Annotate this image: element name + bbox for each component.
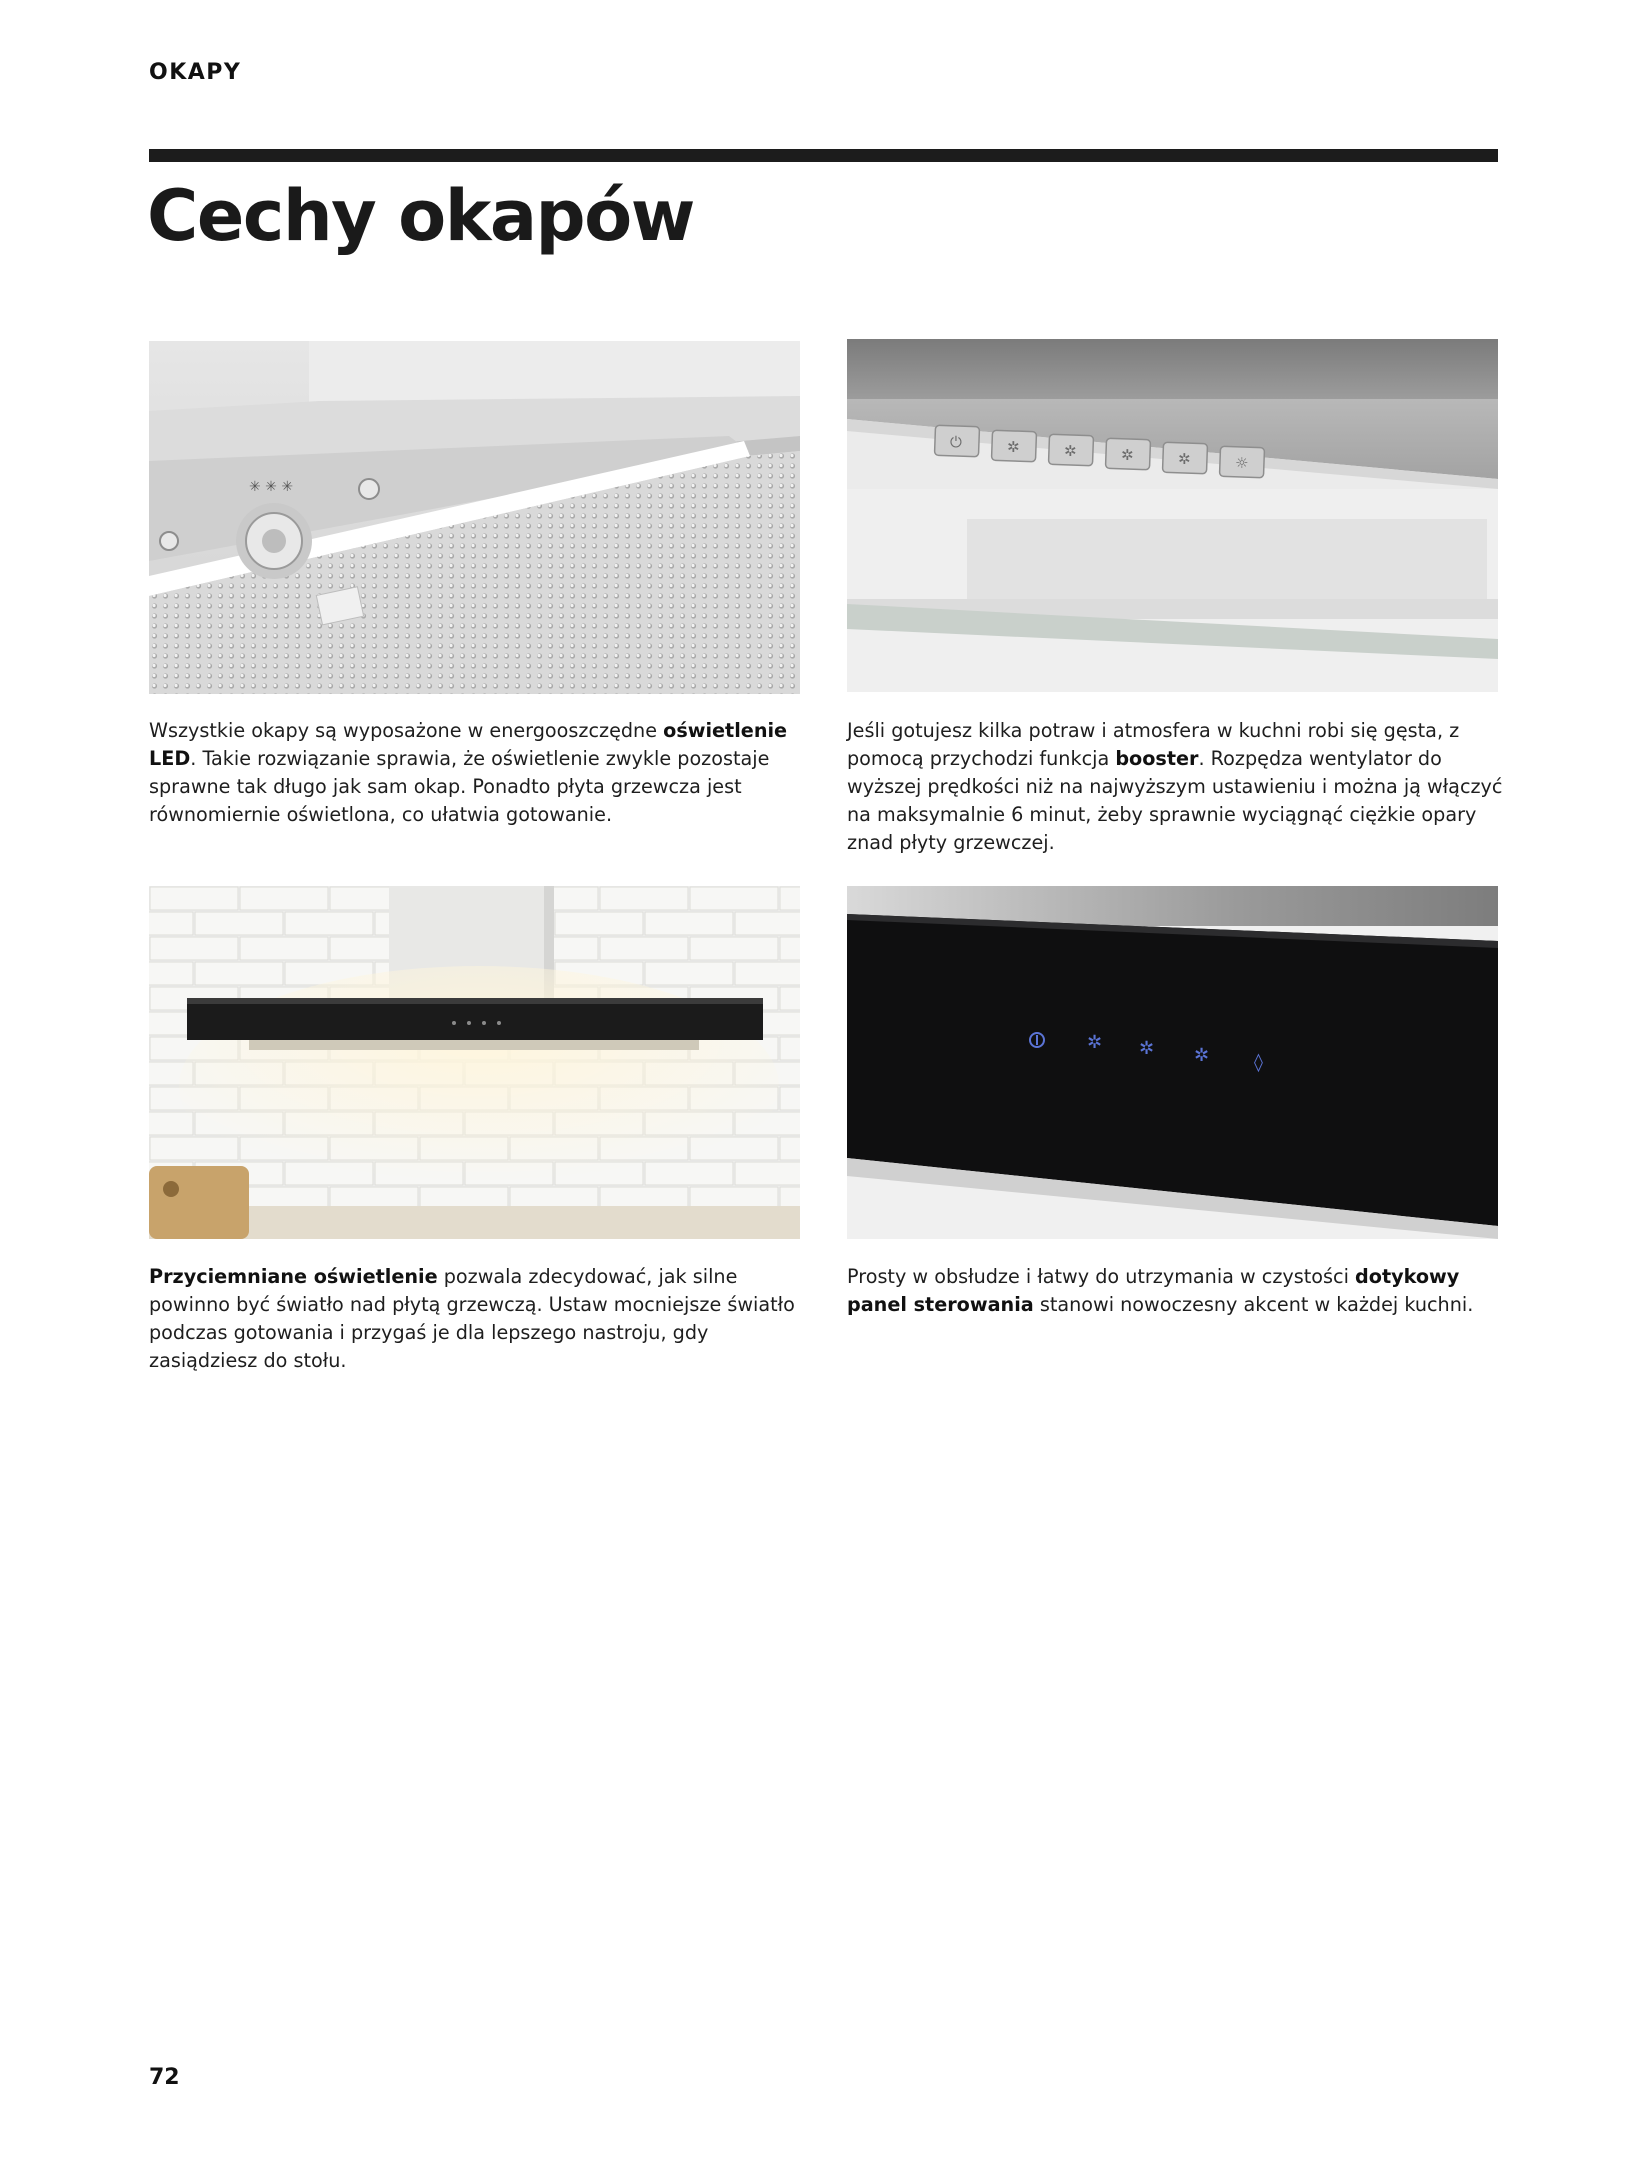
highlight-dimmable: Przyciemniane oświetlenie xyxy=(149,1265,438,1288)
title-rule xyxy=(149,149,1498,162)
page-number: 72 xyxy=(149,2065,180,2090)
page-title: Cechy okapów xyxy=(147,175,694,257)
booster-panel-photo xyxy=(847,339,1498,692)
svg-text:✲: ✲ xyxy=(1064,442,1077,460)
svg-text:◊: ◊ xyxy=(1254,1052,1263,1073)
highlight-touch-panel: dotykowy panel sterowania xyxy=(847,1265,1460,1316)
dimmable-lighting-photo xyxy=(149,886,800,1239)
svg-text:☼: ☼ xyxy=(1235,454,1249,472)
touch-panel-photo xyxy=(847,886,1498,1239)
feature-caption-booster: Jeśli gotujesz kilka potraw i atmosfera w kuchni robi się gęsta, z pomocą przychodzi funkcja booster. Rozpędza wentylator do wyższej prędkości niż na najwyższym ustawieniu i można ją włączyć na maksymalnie 6 minut, żeby sprawnie wyciągnąć ciężkie opary znad płyty grzewczej. xyxy=(847,719,1503,854)
svg-text:✲: ✲ xyxy=(1139,1038,1155,1059)
highlight-booster: booster xyxy=(1115,747,1199,770)
highlight-led: oświetlenie LED xyxy=(149,719,788,770)
svg-text:✲: ✲ xyxy=(1087,1032,1103,1053)
svg-text:⏻: ⏻ xyxy=(950,433,962,451)
svg-text:✲: ✲ xyxy=(1007,438,1020,456)
feature-caption-led: Wszystkie okapy są wyposażone w energooszczędne oświetlenie LED. Takie rozwiązanie sprawia, że oświetlenie zwykle pozostaje sprawne tak długo jak sam okap. Ponadto płyta grzewcza jest równomiernie oświetlona, co ułatwia gotowanie. xyxy=(149,719,788,826)
feature-caption-touch-panel: Prosty w obsłudze i łatwy do utrzymania w czystości dotykowy panel sterowania stanowi nowoczesny akcent w każdej kuchni. xyxy=(847,1265,1474,1316)
svg-text:✲: ✲ xyxy=(1194,1045,1210,1066)
led-lighting-photo xyxy=(149,341,800,694)
feature-caption-dimmable: Przyciemniane oświetlenie pozwala zdecydować, jak silne powinno być światło nad płytą grzewczą. Ustaw mocniejsze światło podczas gotowania i przygaś je dla lepszego nastroju, gdy zasiądziesz do stołu. xyxy=(149,1265,795,1372)
svg-text:✲: ✲ xyxy=(1178,450,1191,468)
svg-text:✳ ✳ ✳: ✳ ✳ ✳ xyxy=(249,479,294,495)
svg-text:✲: ✲ xyxy=(1121,446,1134,464)
section-label: OKAPY xyxy=(149,60,242,85)
